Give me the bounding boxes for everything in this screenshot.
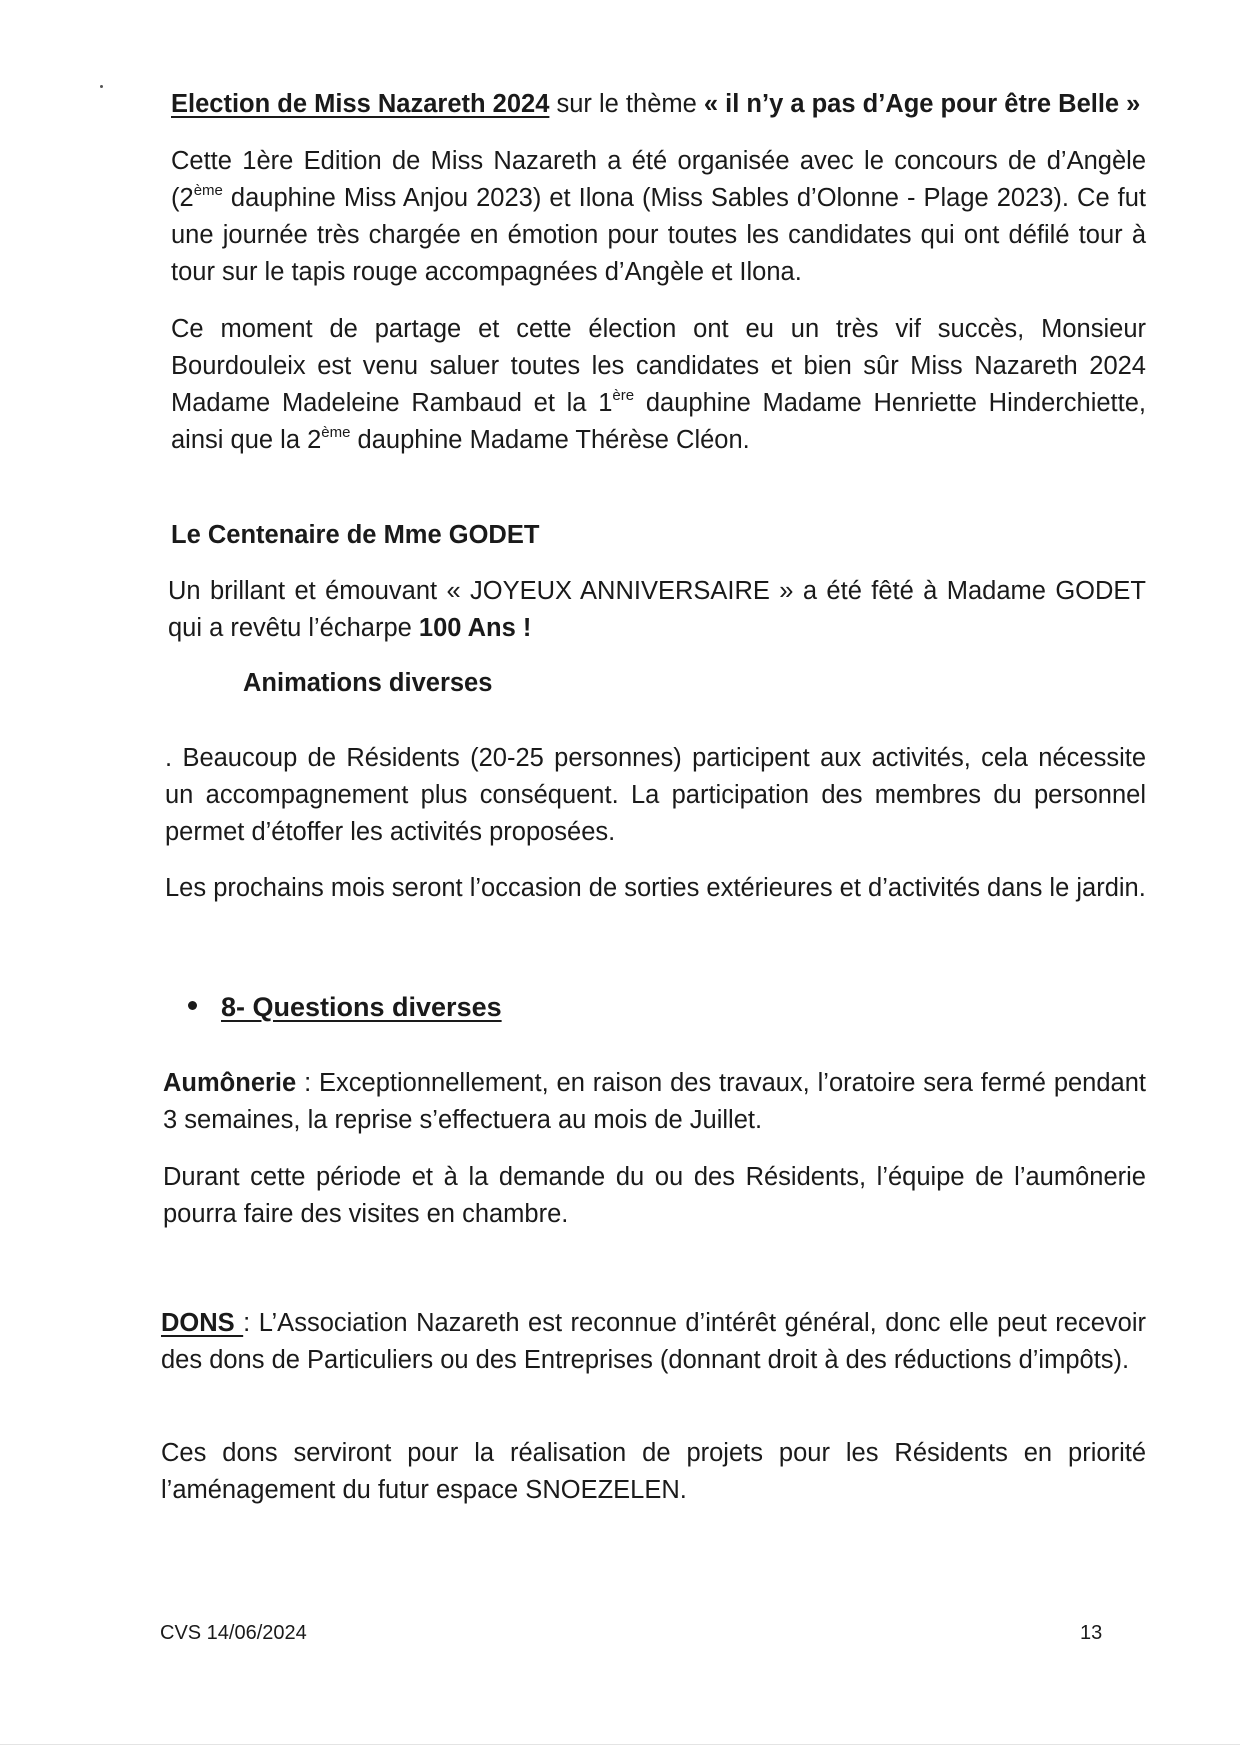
miss-title-line: [171, 86, 1151, 123]
miss-p2-text-b: dauphine Madame Henriette Hinderchiette, ainsi que la 2: [171, 389, 1146, 454]
miss-title-suffix: sur le thème: [549, 90, 704, 118]
aumonerie-paragraph-1: [163, 1065, 1146, 1139]
animations-p2-text: Les prochains mois seront l’occasion de sorties extérieures et d’activités dans le jardin.: [165, 874, 1146, 902]
centenaire-text-bold: 100 Ans !: [418, 614, 532, 642]
miss-p1-sup: ème: [193, 182, 223, 199]
page-number: 13: [1080, 1622, 1103, 1644]
miss-p2-text-a: Ce moment de partage et cette élection ont eu un très vif succès, Monsieur Bourdouleix est venu saluer toutes les candidates et bien sûr Miss Nazareth 2024 Madame Madeleine Rambaud et la 1: [171, 315, 1146, 417]
aumonerie-paragraph-2: [163, 1159, 1146, 1233]
dons-p2-text: Ces dons serviront pour la réalisation de projets pour les Résidents en priorité l’aménagement du futur espace SNOEZELEN.: [161, 1439, 1146, 1504]
questions-heading-text: 8- Questions diverses: [221, 992, 502, 1022]
aumonerie-p2-text: Durant cette période et à la demande du ou des Résidents, l’équipe de l’aumônerie pourra faire des visites en chambre.: [163, 1163, 1146, 1228]
animations-title: Animations diverses: [243, 669, 493, 697]
centenaire-title: Le Centenaire de Mme GODET: [171, 521, 540, 549]
miss-p1-text-b: dauphine Miss Anjou 2023) et Ilona (Miss Sables d’Olonne - Plage 2023). Ce fut une journée très chargée en émotion pour toutes les candidates qui ont défilé tour à tour sur le tapis rouge accompagnées d’Angèle et Ilona.: [171, 184, 1146, 286]
centenaire-text: Un brillant et émouvant « JOYEUX ANNIVERSAIRE » a été fêté à Madame GODET qui a revêtu l’écharpe: [168, 577, 1146, 642]
bullet-icon: [188, 1001, 197, 1010]
aumonerie-label: Aumônerie: [163, 1069, 297, 1097]
dons-text: : L’Association Nazareth est reconnue d’intérêt général, donc elle peut recevoir des dons de Particuliers ou des Entreprises (donnant droit à des réductions d’impôts).: [161, 1309, 1146, 1374]
miss-theme: « il n’y a pas d’Age pour être Belle »: [703, 90, 1141, 118]
animations-paragraph-1: [165, 740, 1146, 851]
questions-heading: [188, 989, 502, 1025]
scan-speck: [100, 85, 103, 88]
centenaire-paragraph: [168, 573, 1146, 647]
miss-paragraph-2: [171, 311, 1146, 459]
aumonerie-text: : Exceptionnellement, en raison des travaux, l’oratoire sera fermé pendant 3 semaines, la reprise s’effectuera au mois de Juillet.: [163, 1069, 1146, 1134]
dons-paragraph-2: [161, 1435, 1146, 1509]
miss-paragraph-1: [171, 143, 1146, 291]
dons-paragraph-1: [161, 1305, 1146, 1379]
miss-title: Election de Miss Nazareth 2024: [171, 90, 550, 118]
dons-label: DONS: [161, 1309, 244, 1337]
miss-p2-sup-2: ème: [321, 424, 351, 441]
miss-p2-text-c: dauphine Madame Thérèse Cléon.: [350, 426, 750, 454]
animations-p1-text: . Beaucoup de Résidents (20-25 personnes) participent aux activités, cela nécessite un accompagnement plus conséquent. La participation des membres du personnel permet d’étoffer les activités proposées.: [165, 744, 1146, 846]
footer-date: CVS 14/06/2024: [160, 1622, 307, 1644]
scan-edge-line: [0, 1744, 1240, 1745]
miss-p2-sup-1: ère: [612, 387, 635, 404]
animations-paragraph-2: [165, 870, 1146, 907]
miss-p1-text-a: Cette 1ère Edition de Miss Nazareth a été organisée avec le concours de d’Angèle (2: [171, 147, 1146, 212]
